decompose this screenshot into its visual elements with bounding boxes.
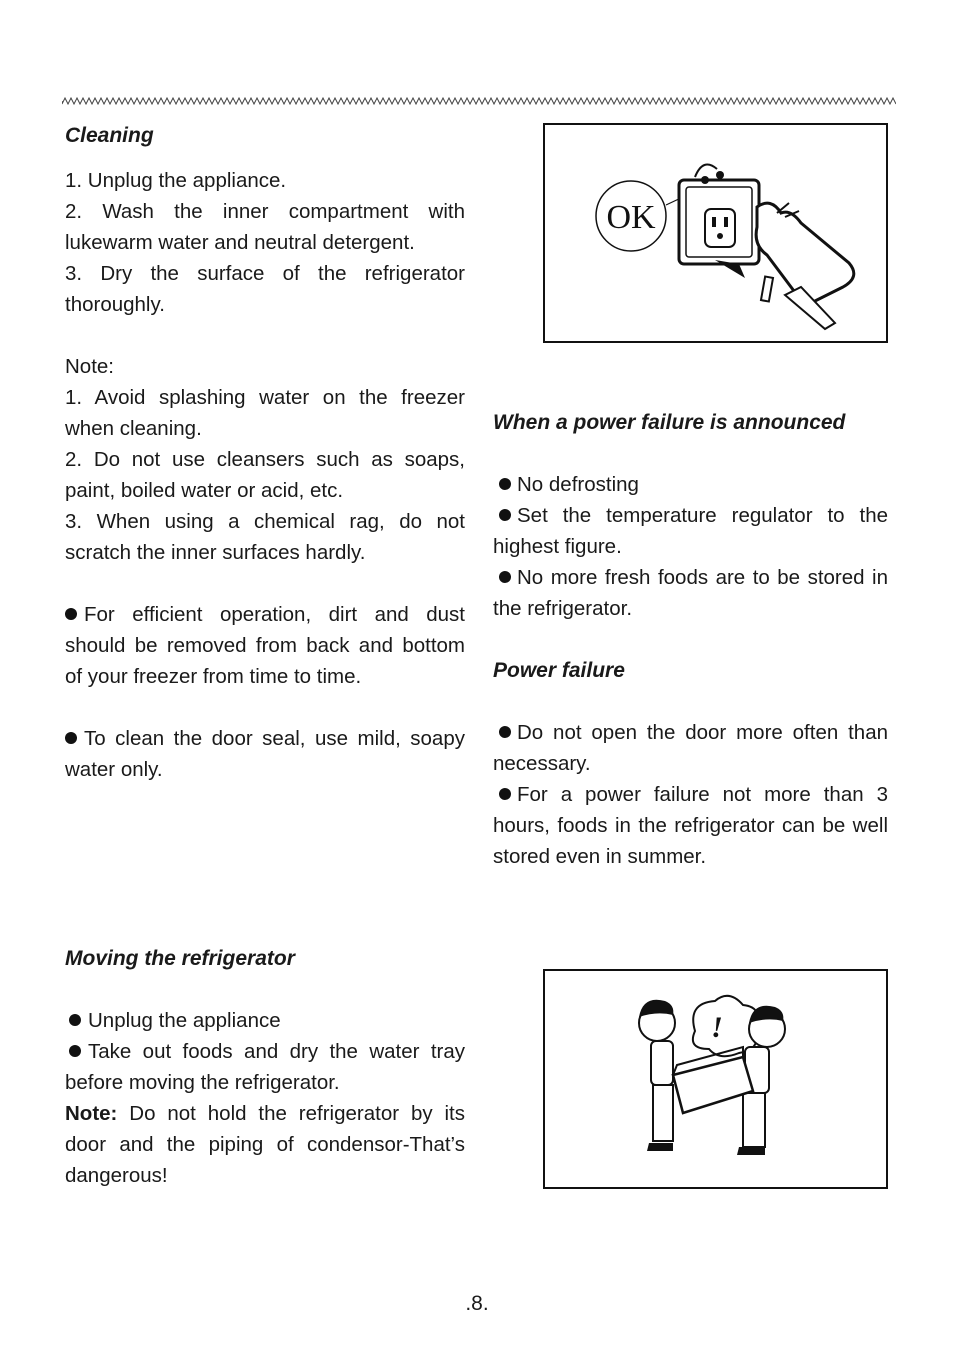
cleaning-step-3: 3. Dry the surface of the refrigerator thoroughly. xyxy=(65,262,465,316)
plug-outlet-icon xyxy=(545,125,886,341)
cleaning-bullet-dust: For efficient operation, dirt and dust should be removed from back and bottom of your freezer from time to time. xyxy=(65,603,465,688)
cleaning-note-1: 1. Avoid splashing water on the freezer when cleaning. xyxy=(65,386,465,440)
cleaning-step-1: 1. Unplug the appliance. xyxy=(65,169,287,192)
power-announced-item-2: Set the temperature regulator to the highest figure. xyxy=(493,504,888,558)
moving-section xyxy=(65,943,465,1191)
power-announced-item-1: No defrosting xyxy=(493,469,888,500)
bullet-icon xyxy=(65,608,77,620)
cleaning-bullet-seal: To clean the door seal, use mild, soapy water only. xyxy=(65,727,465,781)
unplug-illustration xyxy=(543,123,888,343)
bullet-icon xyxy=(69,1045,81,1057)
bullet-icon xyxy=(499,726,511,738)
moving-note: Note: Do not hold the refrigerator by its door and the piping of condensor-That’s dangerous! xyxy=(65,1102,465,1187)
bullet-icon xyxy=(499,478,511,490)
page-number: .8. xyxy=(465,1292,489,1315)
moving-title: Moving the refrigerator xyxy=(65,947,295,970)
cleaning-note-label: Note: xyxy=(65,355,114,378)
moving-item-2: Take out foods and dry the water tray before moving the refrigerator. xyxy=(65,1040,465,1094)
cleaning-step-2: 2. Wash the inner compartment with lukewarm water and neutral detergent. xyxy=(65,200,465,254)
moving-illustration xyxy=(543,969,888,1189)
power-announced-title: When a power failure is announced xyxy=(493,411,846,434)
power-section xyxy=(493,407,888,872)
people-carrying-icon xyxy=(545,971,886,1187)
cleaning-note-2: 2. Do not use cleansers such as soaps, paint, boiled water or acid, etc. xyxy=(65,448,465,502)
bullet-icon xyxy=(65,732,77,744)
cleaning-note-3: 3. When using a chemical rag, do not scratch the inner surfaces hardly. xyxy=(65,510,465,564)
power-announced-item-3: No more fresh foods are to be stored in the refrigerator. xyxy=(493,566,888,620)
ok-label: OK xyxy=(606,199,656,236)
power-failure-item-1: Do not open the door more often than necessary. xyxy=(493,721,888,775)
bullet-icon xyxy=(499,571,511,583)
bullet-icon xyxy=(499,509,511,521)
bullet-icon xyxy=(499,788,511,800)
power-failure-title: Power failure xyxy=(493,659,625,682)
exclamation-label: ! xyxy=(711,1011,723,1044)
moving-item-1: Unplug the appliance xyxy=(65,1005,465,1036)
cleaning-title: Cleaning xyxy=(65,124,154,147)
bullet-icon xyxy=(69,1014,81,1026)
cleaning-section xyxy=(65,120,465,785)
power-failure-item-2: For a power failure not more than 3 hours, foods in the refrigerator can be well stored even in summer. xyxy=(493,783,888,868)
decorative-rule xyxy=(62,96,896,106)
